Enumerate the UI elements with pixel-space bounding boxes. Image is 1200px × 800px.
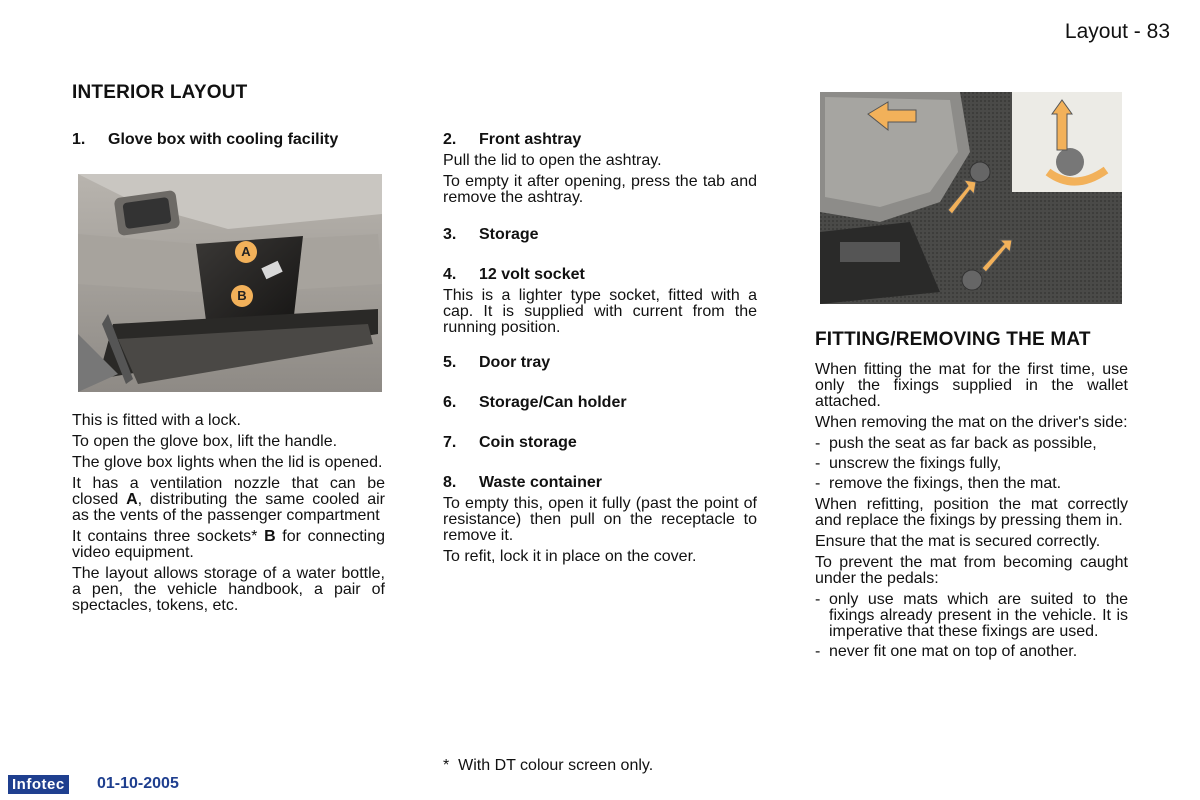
paragraph: This is a lighter type socket, fitted with a cap. It is supplied with current from the running position.: [443, 287, 757, 336]
item-number: 6.: [443, 394, 457, 411]
ashtray-description: [443, 153, 757, 206]
item-4-heading: [443, 266, 757, 284]
bullet-dash: -: [815, 455, 821, 472]
bullet-text: remove the fixings, then the mat.: [829, 475, 1062, 492]
callout-b: B: [231, 285, 253, 307]
page-number-label: Layout - 83: [1064, 20, 1170, 43]
removal-steps: [815, 436, 1128, 492]
paragraph: To empty this, open it fully (past the point of resistance) then pull on the receptacle to remove it.: [443, 495, 757, 544]
paragraph: The layout allows storage of a water bottle, a pen, the vehicle handbook, a pair of spectacles, tokens, etc.: [72, 565, 385, 614]
bold-label-a: A: [126, 491, 138, 508]
paragraph: When removing the mat on the driver's side:: [815, 414, 1128, 431]
paragraph: Pull the lid to open the ashtray.: [443, 152, 662, 169]
item-title: Storage: [479, 226, 539, 243]
mat-precautions: [815, 592, 1128, 660]
bullet-item: [815, 456, 1128, 472]
callout-a: A: [235, 241, 257, 263]
paragraph: To empty it after opening, press the tab and remove the ashtray.: [443, 173, 757, 206]
item-title: 12 volt socket: [479, 266, 585, 283]
item-number: 2.: [443, 131, 457, 148]
item-number: 4.: [443, 266, 457, 283]
bullet-text: only use mats which are suited to the fixings already present in the vehicle. It is imperative that these fixings are used.: [829, 591, 1128, 640]
text-run: It has a ventilation nozzle that can be closed: [72, 475, 385, 508]
bullet-dash: -: [815, 435, 821, 452]
text-run: It contains three sockets*: [72, 528, 265, 545]
item-title: Waste container: [479, 474, 602, 491]
waste-description: [443, 496, 757, 565]
item-number: 8.: [443, 474, 457, 491]
item-number: 5.: [443, 354, 457, 371]
paragraph: To open the glove box, lift the handle.: [72, 433, 338, 450]
paragraph: This is fitted with a lock.: [72, 412, 241, 429]
item-title: Glove box with cooling facility: [108, 131, 339, 148]
item-6-heading: [443, 394, 757, 412]
paragraph: To refit, lock it in place on the cover.: [443, 548, 697, 565]
bullet-text: never fit one mat on top of another.: [829, 643, 1078, 660]
paragraph: To prevent the mat from becoming caught under the pedals:: [815, 554, 1128, 587]
item-number: 7.: [443, 434, 457, 451]
paragraph: When fitting the mat for the first time, use only the fixings supplied in the wallet attached.: [815, 361, 1128, 410]
item-8-heading: [443, 474, 757, 492]
bullet-item: [815, 644, 1128, 660]
bullet-text: unscrew the fixings fully,: [829, 455, 1002, 472]
bullet-item: [815, 476, 1128, 492]
footer-date: 01-10-2005: [97, 775, 179, 792]
paragraph: The glove box lights when the lid is opened.: [72, 454, 383, 471]
glove-box-photo: [78, 174, 382, 392]
text-run: for connecting video equipment.: [72, 528, 386, 561]
bullet-dash: -: [815, 475, 821, 492]
infotec-logo: Infotec: [8, 775, 69, 794]
paragraph: Ensure that the mat is secured correctly.: [815, 533, 1101, 550]
item-3-heading: [443, 226, 757, 244]
footnote: * With DT colour screen only.: [443, 757, 654, 774]
item-2-heading: [443, 131, 757, 149]
bullet-dash: -: [815, 591, 821, 608]
section-title-interior-layout: INTERIOR LAYOUT: [72, 82, 248, 103]
text-run: , distributing the same cooled air as the vents of the passenger compartment: [72, 491, 385, 524]
socket-description: [443, 288, 757, 336]
glove-box-description: [72, 413, 385, 619]
paragraph: [72, 529, 385, 561]
section-title-fitting-mat: FITTING/REMOVING THE MAT: [815, 329, 1091, 350]
column-2: [443, 131, 757, 570]
bullet-item: [815, 592, 1128, 640]
item-title: Door tray: [479, 354, 551, 371]
item-7-heading: [443, 434, 757, 452]
paragraph: When refitting, position the mat correctly and replace the fixings by pressing them in.: [815, 496, 1128, 529]
item-title: Storage/Can holder: [479, 394, 627, 411]
item-5-heading: [443, 354, 757, 372]
paragraph: [72, 476, 385, 524]
bullet-dash: -: [815, 643, 821, 660]
mat-instructions: [815, 362, 1128, 660]
floor-mat-photo: [820, 92, 1122, 304]
item-title: Front ashtray: [479, 131, 582, 148]
bold-label-b: B: [264, 528, 276, 545]
item-title: Coin storage: [479, 434, 577, 451]
item-number: 3.: [443, 226, 457, 243]
item-number: 1.: [72, 131, 86, 148]
item-1-heading: [72, 131, 392, 149]
bullet-text: push the seat as far back as possible,: [829, 435, 1097, 452]
bullet-item: [815, 436, 1128, 452]
